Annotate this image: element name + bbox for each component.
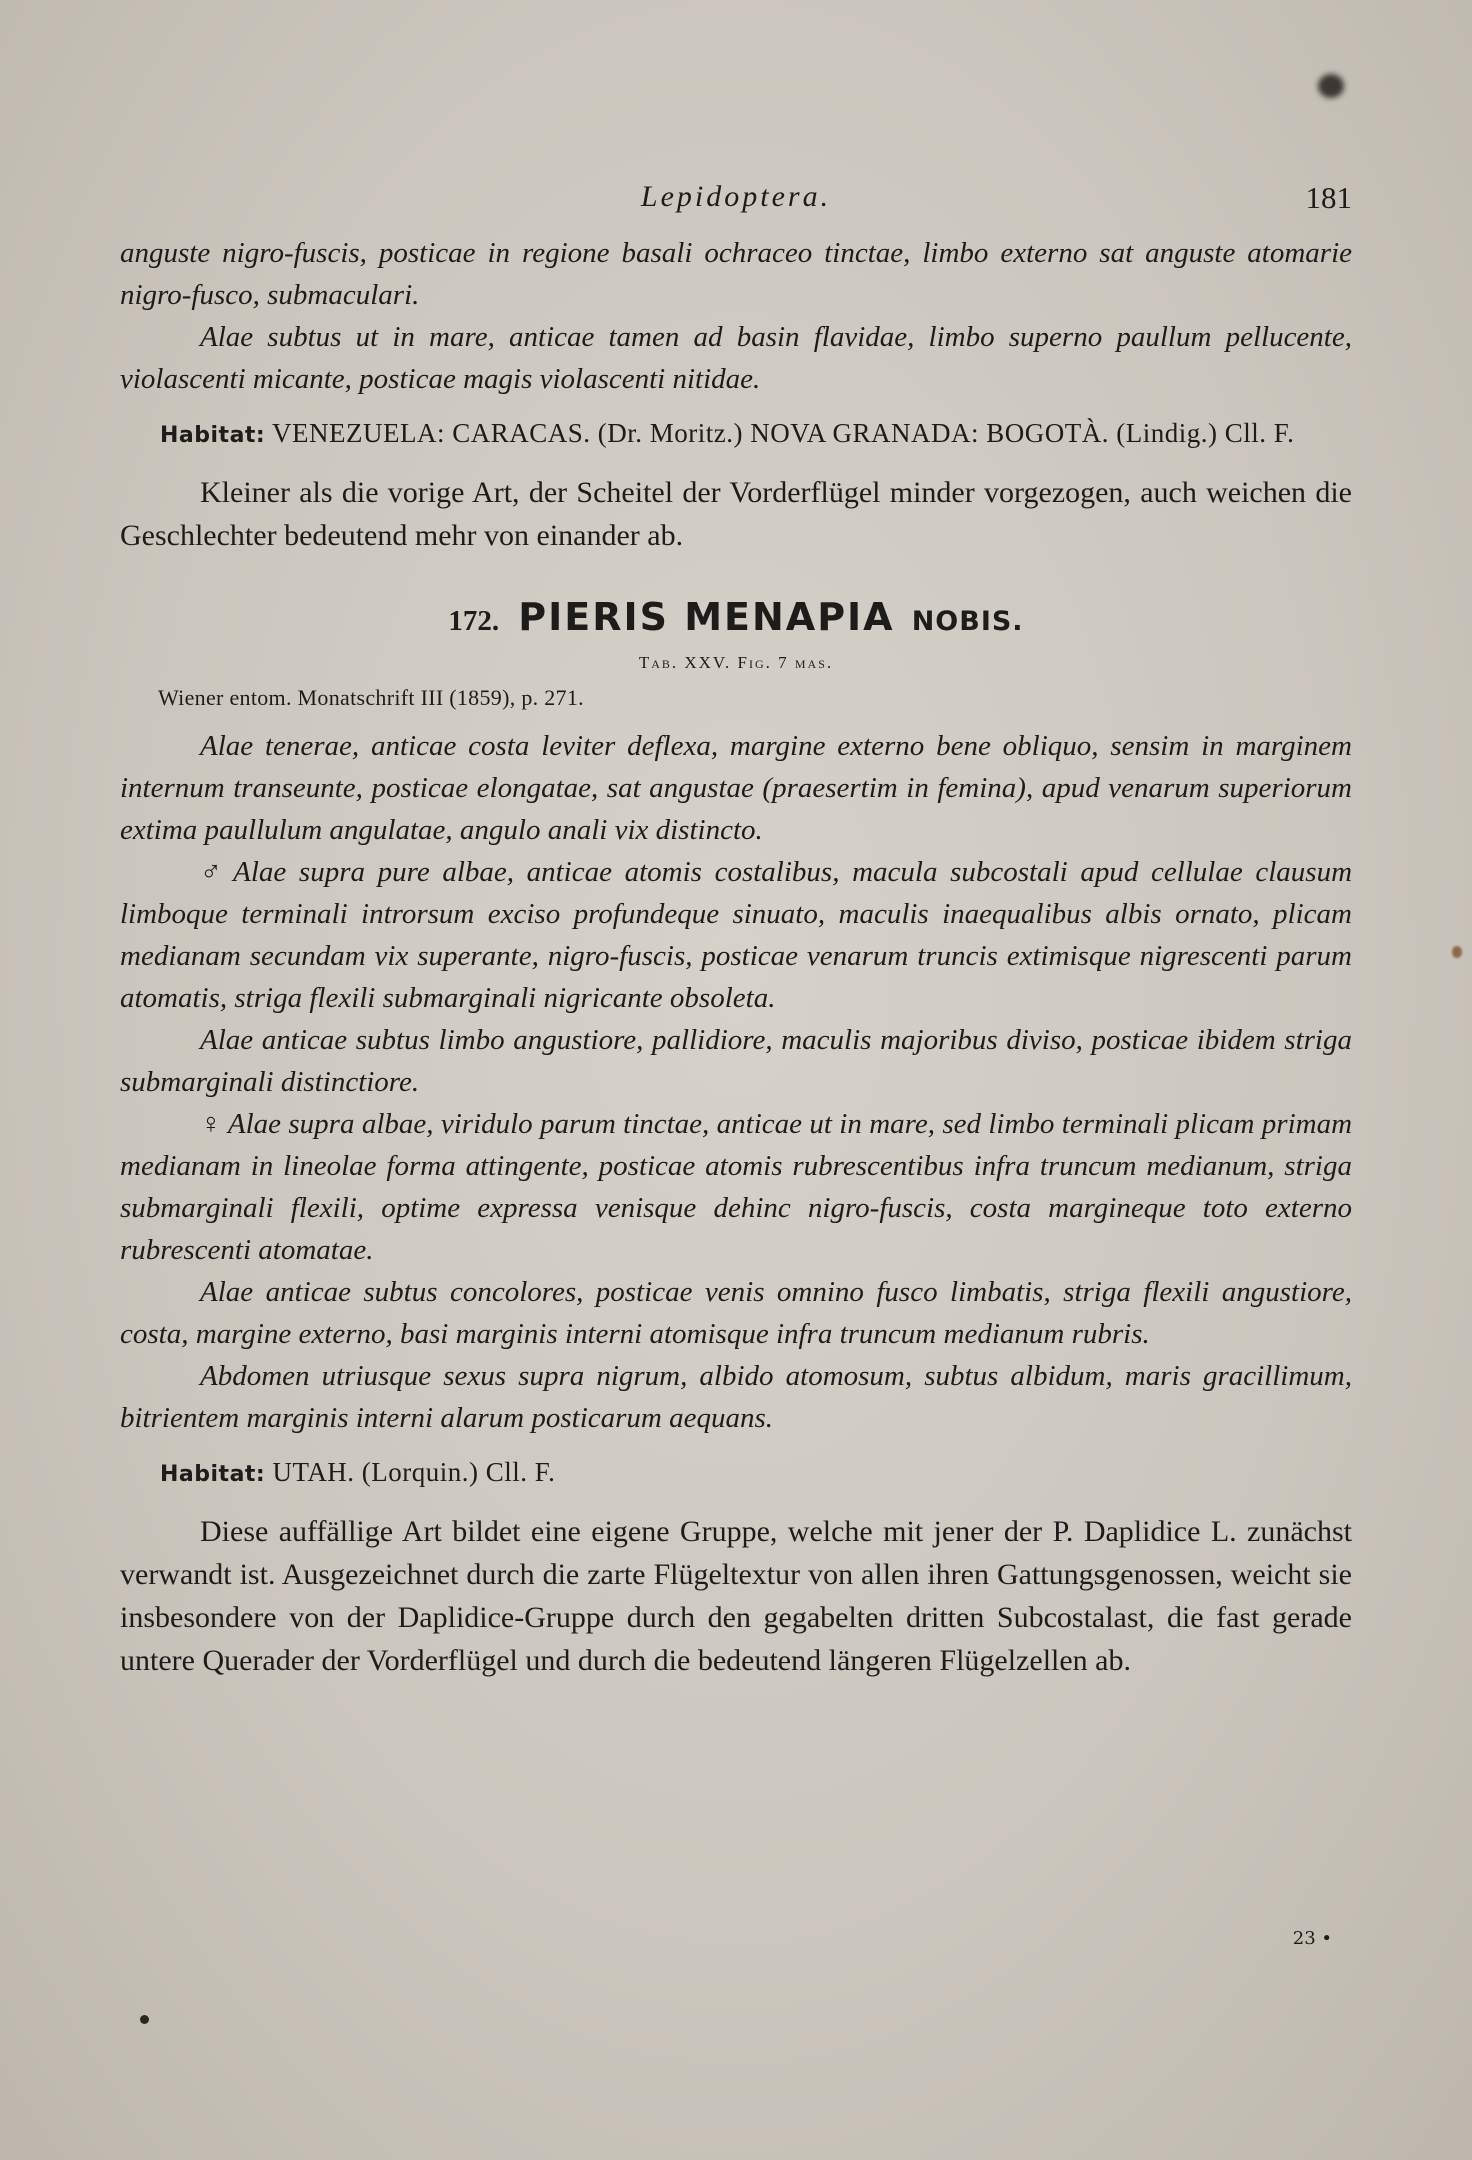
habitat-label-2: Habitat: (160, 1462, 266, 1487)
page-number: 181 (1305, 180, 1352, 215)
running-title: Lepidoptera. (640, 180, 832, 213)
male-upperside-text: Alae supra pure albae, anticae atomis costalibus, macula subcostali apud cellulae clausum limboque terminali introrsum exciso profundeque sinuato, maculis inaequalibus albis ornato, plicam medianam secundam vix superante, nigro-fuscis, posticae venarum truncis extimisque nigrescenti parum atomatis, striga flexili submarginali nigricante obsoleta. (120, 856, 1353, 1014)
signature-mark: 23 • (1292, 1928, 1332, 1949)
habitat-line (120, 412, 1352, 457)
species-heading (120, 595, 1352, 639)
male-upperside (120, 851, 1352, 1019)
literature-citation: Wiener entom. Monatschrift III (1859), p. 271. (158, 685, 584, 710)
male-underside: Alae anticae subtus limbo angustiore, pallidiore, maculis majoribus diviso, posticae ibidem striga submarginali distinctiore. (120, 1024, 1352, 1098)
species-remarks: Diese auffällige Art bildet eine eigene Gruppe, welche mit jener der P. Daplidice L. zunächst verwandt ist. Ausgezeichnet durch die zarte Flügeltextur von allen ihren Gattungsgenossen, weicht sie insbesondere von der Daplidice-Gruppe durch den gegabelten dritten Subcostalast, die fast gerade untere Querader der Vorderflügel und durch die bedeutend längeren Flügelzellen ab. (120, 1515, 1352, 1677)
plate-reference: Tab. XXV. Fig. 7 mas. (638, 653, 834, 672)
ink-dot (140, 2015, 149, 2024)
habitat-text: VENEZUELA: CARACAS. (Dr. Moritz.) NOVA GRANADA: BOGOTÀ. (Lindig.) Cll. F. (272, 418, 1295, 448)
female-underside: Alae anticae subtus concolores, posticae venis omnino fusco limbatis, striga flexili angustiore, costa, margine externo, basi marginis interni atomisque infra truncum medianum rubris. (120, 1276, 1352, 1350)
underside-description: Alae subtus ut in mare, anticae tamen ad basin flavidae, limbo superno paullum pellucente, violascenti micante, posticae magis violascenti nitidae. (120, 321, 1352, 395)
stain-spot (1452, 946, 1462, 958)
female-symbol: ♀ (200, 1108, 222, 1140)
habitat-text-2: UTAH. (Lorquin.) Cll. F. (272, 1457, 556, 1487)
german-remark: Kleiner als die vorige Art, der Scheitel der Vorderflügel minder vorgezogen, auch weichen die Geschlechter bedeutend mehr von einander ab. (120, 476, 1352, 552)
habitat-line-2 (120, 1451, 1352, 1496)
abdomen-description: Abdomen utriusque sexus supra nigrum, albido atomosum, subtus albidum, maris gracillimum, bitrientem marginis interni alarum posticarum aequans. (120, 1360, 1352, 1434)
ink-spot (1318, 74, 1344, 98)
running-head (120, 178, 1352, 232)
page-content (120, 178, 1352, 1682)
continued-description: anguste nigro-fuscis, posticae in regione basali ochraceo tinctae, limbo externo sat anguste atomarie nigro-fusco, submaculari. (120, 237, 1352, 311)
female-upperside-text: Alae supra albae, viridulo parum tinctae, anticae ut in mare, sed limbo terminali plicam primam medianam in lineolae forma attingente, posticae atomis rubrescentibus infra truncum medianum, striga submarginali flexili, optime expressa venisque dehinc nigro-fuscis, costa margineque toto externo rubrescenti atomatae. (120, 1108, 1353, 1266)
species-name: PIERIS MENAPIA (518, 595, 895, 639)
diagnosis: Alae tenerae, anticae costa leviter deflexa, margine externo bene obliquo, sensim in marginem internum transeunte, posticae elongatae, sat angustae (praesertim in femina), apud venarum superiorum extima paullulum angulatae, angulo anali vix distincto. (120, 730, 1352, 846)
female-upperside (120, 1103, 1352, 1271)
habitat-label: Habitat: (160, 423, 266, 448)
species-number: 172. (448, 605, 500, 637)
male-symbol: ♂ (200, 856, 228, 888)
species-author: NOBIS. (911, 606, 1024, 637)
